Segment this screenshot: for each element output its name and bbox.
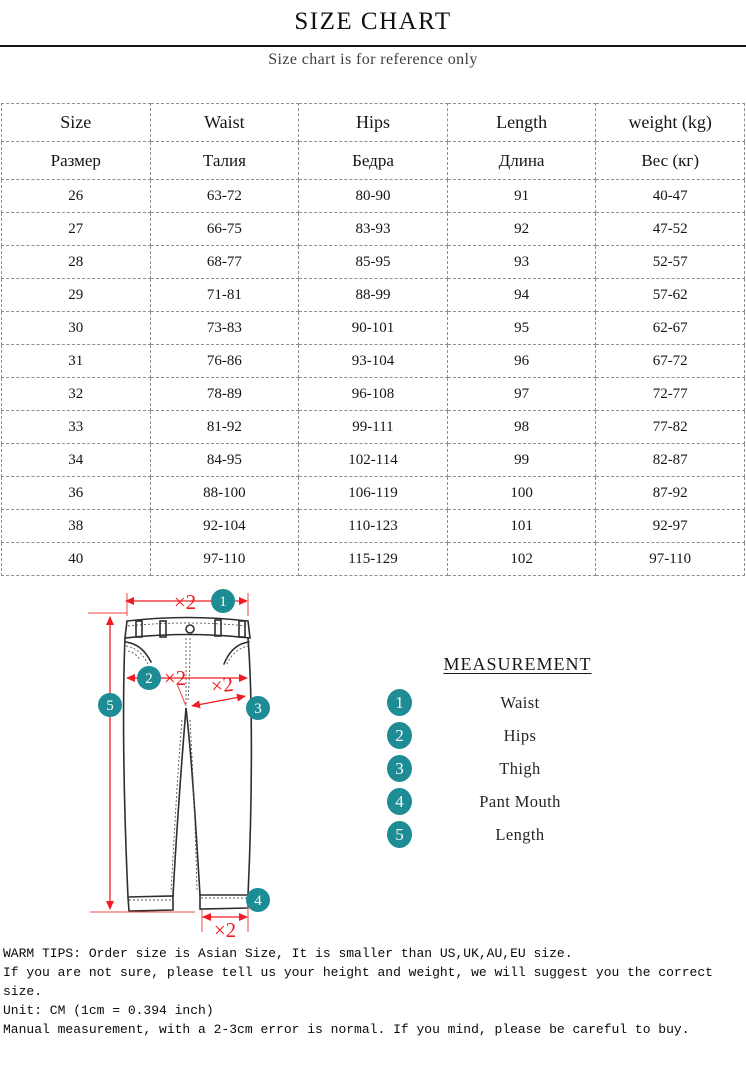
table-cell: 102 [447, 543, 596, 576]
table-cell: 85-95 [299, 246, 448, 279]
table-row [2, 246, 745, 279]
legend-label: Hips [503, 726, 537, 745]
table-cell: 99-111 [299, 411, 448, 444]
table-cell: 91 [447, 180, 596, 213]
thigh-arrow [177, 672, 270, 720]
table-cell: 98 [447, 411, 596, 444]
pants-diagram [30, 580, 320, 945]
legend-item [375, 818, 660, 851]
table-row [2, 477, 745, 510]
legend-badge-3: 3 [387, 755, 412, 782]
column-header: Длина [447, 142, 596, 180]
table-cell: 40 [2, 543, 151, 576]
table-cell: 93 [447, 246, 596, 279]
table-cell: 72-77 [596, 378, 745, 411]
size-table [1, 103, 745, 576]
pants-outline [124, 618, 252, 912]
table-cell: 97-110 [150, 543, 299, 576]
tips-line: Unit: CM (1cm = 0.394 inch) [3, 1003, 214, 1018]
page-title: SIZE CHART [294, 8, 452, 35]
table-cell: 92-97 [596, 510, 745, 543]
table-cell: 95 [447, 312, 596, 345]
tips-line: WARM TIPS: Order size is Asian Size, It is smaller than US,UK,AU,EU size. [3, 946, 573, 961]
table-cell: 101 [447, 510, 596, 543]
legend-item [375, 752, 660, 785]
svg-text:×2: ×2 [209, 671, 235, 699]
table-cell: 82-87 [596, 444, 745, 477]
legend-label: Thigh [499, 759, 541, 778]
table-cell: 52-57 [596, 246, 745, 279]
table-cell: 90-101 [299, 312, 448, 345]
legend-label: Length [495, 825, 545, 844]
legend-badge-5: 5 [387, 821, 412, 848]
table-row [2, 444, 745, 477]
length-arrow [88, 613, 195, 912]
table-cell: 92-104 [150, 510, 299, 543]
svg-text:1: 1 [219, 594, 227, 610]
table-cell: 67-72 [596, 345, 745, 378]
table-cell: 33 [2, 411, 151, 444]
table-cell: 47-52 [596, 213, 745, 246]
column-header: weight (kg) [596, 104, 745, 142]
table-row [2, 543, 745, 576]
table-cell: 88-99 [299, 279, 448, 312]
column-header: Hips [299, 104, 448, 142]
legend-label: Pant Mouth [479, 792, 561, 811]
svg-text:3: 3 [254, 701, 262, 717]
table-cell: 97-110 [596, 543, 745, 576]
legend-label: Waist [500, 693, 540, 712]
table-row [2, 510, 745, 543]
table-row [2, 378, 745, 411]
measurement-legend [375, 648, 660, 851]
warm-tips [3, 944, 745, 1039]
table-cell: 29 [2, 279, 151, 312]
table-row [2, 180, 745, 213]
table-cell: 62-67 [596, 312, 745, 345]
table-cell: 77-82 [596, 411, 745, 444]
marker-2-badge [137, 666, 161, 690]
table-cell: 30 [2, 312, 151, 345]
column-header: Талия [150, 142, 299, 180]
size-table-body [2, 180, 745, 576]
column-header: Размер [2, 142, 151, 180]
table-row [2, 411, 745, 444]
svg-text:2: 2 [145, 671, 153, 687]
table-cell: 96 [447, 345, 596, 378]
table-cell: 40-47 [596, 180, 745, 213]
legend-item [375, 785, 660, 818]
marker-4-badge [246, 888, 270, 912]
svg-text:5: 5 [106, 698, 114, 714]
table-cell: 63-72 [150, 180, 299, 213]
table-cell: 57-62 [596, 279, 745, 312]
table-cell: 97 [447, 378, 596, 411]
marker-5-badge [98, 693, 122, 717]
table-cell: 32 [2, 378, 151, 411]
table-cell: 78-89 [150, 378, 299, 411]
table-cell: 92 [447, 213, 596, 246]
page-subtitle: Size chart is for reference only [268, 51, 478, 68]
marker-3-badge [246, 696, 270, 720]
legend-title: MEASUREMENT [443, 654, 592, 674]
legend-badge-4: 4 [387, 788, 412, 815]
svg-text:4: 4 [254, 893, 262, 909]
table-cell: 36 [2, 477, 151, 510]
pant-mouth-arrow [202, 888, 270, 942]
table-cell: 80-90 [299, 180, 448, 213]
legend-badge-1: 1 [387, 689, 412, 716]
table-cell: 76-86 [150, 345, 299, 378]
table-cell: 87-92 [596, 477, 745, 510]
marker-1-badge [211, 589, 235, 613]
table-cell: 26 [2, 180, 151, 213]
table-row [2, 312, 745, 345]
column-header: Waist [150, 104, 299, 142]
table-cell: 96-108 [299, 378, 448, 411]
table-cell: 100 [447, 477, 596, 510]
table-cell: 27 [2, 213, 151, 246]
column-header: Вес (кг) [596, 142, 745, 180]
tips-line: If you are not sure, please tell us your height and weight, we will suggest you the correct [3, 965, 713, 980]
table-cell: 94 [447, 279, 596, 312]
column-header: Size [2, 104, 151, 142]
table-cell: 71-81 [150, 279, 299, 312]
table-cell: 38 [2, 510, 151, 543]
table-cell: 99 [447, 444, 596, 477]
header-row-ru [2, 142, 745, 180]
table-cell: 93-104 [299, 345, 448, 378]
tips-line: size. [3, 984, 43, 999]
table-cell: 88-100 [150, 477, 299, 510]
size-table-header [2, 104, 745, 180]
table-cell: 84-95 [150, 444, 299, 477]
table-cell: 68-77 [150, 246, 299, 279]
column-header: Бедра [299, 142, 448, 180]
table-cell: 110-123 [299, 510, 448, 543]
column-header: Length [447, 104, 596, 142]
table-cell: 28 [2, 246, 151, 279]
header-row-en [2, 104, 745, 142]
table-cell: 106-119 [299, 477, 448, 510]
table-row [2, 345, 745, 378]
table-cell: 102-114 [299, 444, 448, 477]
tips-line: Manual measurement, with a 2-3cm error is normal. If you mind, please be careful to buy. [3, 1022, 690, 1037]
legend-item [375, 719, 660, 752]
table-cell: 34 [2, 444, 151, 477]
table-cell: 81-92 [150, 411, 299, 444]
table-row [2, 213, 745, 246]
legend-badge-2: 2 [387, 722, 412, 749]
legend-item [375, 686, 660, 719]
table-cell: 66-75 [150, 213, 299, 246]
svg-text:×2: ×2 [213, 918, 237, 942]
title-divider [0, 45, 746, 47]
table-row [2, 279, 745, 312]
svg-text:×2: ×2 [163, 666, 187, 690]
table-cell: 73-83 [150, 312, 299, 345]
waist-arrow [125, 589, 248, 616]
table-cell: 115-129 [299, 543, 448, 576]
table-cell: 83-93 [299, 213, 448, 246]
svg-text:×2: ×2 [173, 590, 197, 614]
table-cell: 31 [2, 345, 151, 378]
